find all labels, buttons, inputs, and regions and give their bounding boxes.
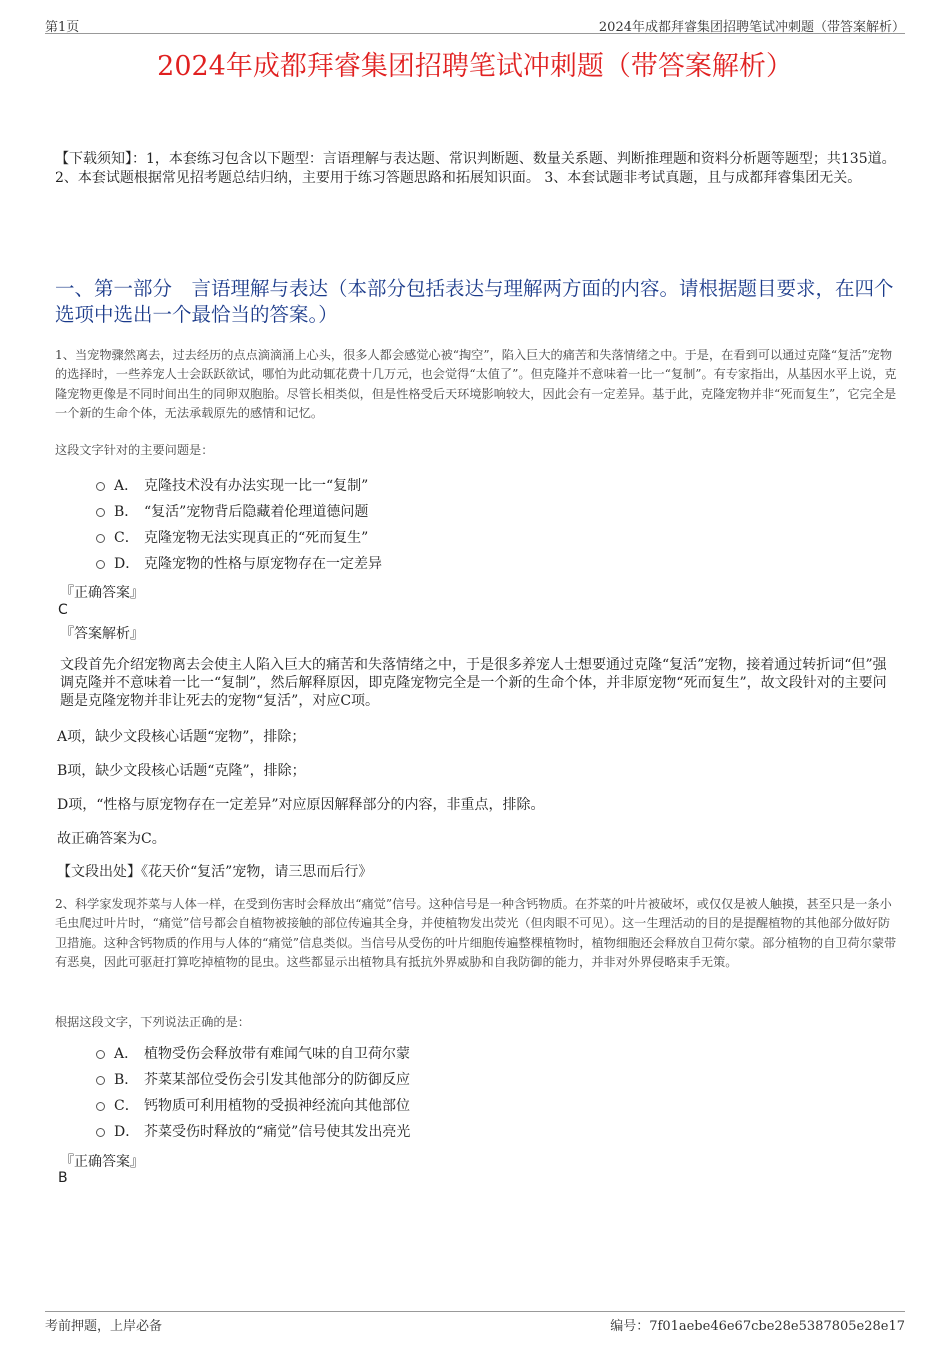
option-text: 克隆宠物无法实现真正的“死而复生” (144, 530, 369, 546)
radio-icon[interactable] (96, 1102, 105, 1111)
option-text: “复活”宠物背后隐藏着伦理道德问题 (144, 504, 369, 520)
question-1-prompt: 这段文字针对的主要问题是： (55, 443, 214, 457)
option-letter: C． (114, 530, 139, 546)
option-letter: D． (114, 556, 140, 572)
download-notice: 【下载须知】：1，本套练习包含以下题型：言语理解与表达题、常识判断题、数量关系题、判断推理题和资料分析题等题型；共135道。 2、本套试题根据常见招考题总结归纳，主要用于练习答题思路和拓展知识面。 3、本套试题非考试真题，且与成都拜睿集团无关。 (55, 151, 896, 186)
question-1-option-c[interactable] (96, 526, 368, 548)
option-text: 植物受伤会释放带有难闻气味的自卫荷尔蒙 (144, 1046, 410, 1062)
option-letter: A． (114, 1046, 139, 1062)
question-1-analysis-label: 『答案解析』 (60, 626, 144, 642)
option-text: 克隆技术没有办法实现一比一“复制” (144, 478, 369, 494)
question-1-note-b: B项，缺少文段核心话题“克隆”，排除； (57, 763, 306, 779)
footer-slogan: 考前押题，上岸必备 (45, 1319, 163, 1334)
radio-icon[interactable] (96, 1076, 105, 1085)
option-text: 克隆宠物的性格与原宠物存在一定差异 (144, 556, 382, 572)
question-2-text: 2、科学家发现芥菜与人体一样，在受到伤害时会释放出“痛觉”信号。这种信号是一种含钙物质。在芥菜的叶片被破坏，或仅仅是被人触摸，甚至只是一条小毛虫爬过叶片时，“痛觉”信号都会自植物被接触的部位传遍其全身，并使植物发出荧光（但肉眼不可见）。这一生理活动的目的是提醒植物的其他部分做好防卫措施。这种含钙物质的作用与人体的“痛觉”信息类似。当信号从受伤的叶片细胞传遍整棵植物时，植物细胞还会释放自卫荷尔蒙。部分植物的自卫荷尔蒙带有恶臭，因此可驱赶打算吃掉植物的昆虫。这些都显示出植物具有抵抗外界威胁和自我防御的能力，并非对外界侵略束手无策。 (55, 897, 897, 969)
option-letter: C． (114, 1098, 139, 1114)
question-1-conclusion: 故正确答案为C。 (57, 831, 166, 847)
footer-doc-id: 编号：7f01aebe46e67cbe28e5387805e28e17 (610, 1319, 905, 1334)
question-1-analysis: 文段首先介绍宠物离去会使主人陷入巨大的痛苦和失落情绪之中，于是很多养宠人士想要通过克隆“复活”宠物，接着通过转折词“但”强调克隆并不意味着一比一“复制”，然后解释原因，即克隆宠物完全是一个新的生命个体，并非原宠物“死而复生”，故文段针对的主要问题是克隆宠物并非让死去的宠物“复活”，对应C项。 (60, 657, 887, 709)
question-2-option-c[interactable] (96, 1094, 410, 1116)
question-1-option-a[interactable] (96, 474, 368, 496)
radio-icon[interactable] (96, 1128, 105, 1137)
option-text: 芥菜某部位受伤会引发其他部分的防御反应 (144, 1072, 410, 1088)
header-doc-title: 2024年成都拜睿集团招聘笔试冲刺题（带答案解析） (598, 20, 905, 35)
question-1-answer: C (58, 602, 68, 618)
question-2-answer-label: 『正确答案』 (60, 1154, 144, 1170)
question-1-note-a: A项，缺少文段核心话题“宠物”，排除； (57, 729, 306, 745)
question-2-option-d[interactable] (96, 1120, 410, 1142)
page-title: 2024年成都拜睿集团招聘笔试冲刺题（带答案解析） (157, 51, 793, 82)
radio-icon[interactable] (96, 1050, 105, 1059)
question-2-option-a[interactable] (96, 1042, 410, 1064)
option-text: 芥菜受伤时释放的“痛觉”信号使其发出亮光 (144, 1124, 411, 1140)
question-1-source: 【文段出处】《花天价“复活”宠物，请三思而后行》 (57, 864, 373, 880)
option-letter: A． (114, 478, 139, 494)
question-1-option-b[interactable] (96, 500, 368, 522)
option-letter: D． (114, 1124, 140, 1140)
question-2-answer: B (58, 1170, 68, 1186)
question-1-option-d[interactable] (96, 552, 382, 574)
option-letter: B． (114, 504, 139, 520)
question-1-note-d: D项，“性格与原宠物存在一定差异”对应原因解释部分的内容，非重点，排除。 (57, 797, 545, 813)
page-header (45, 14, 905, 34)
section-heading: 一、第一部分 言语理解与表达（本部分包括表达与理解两方面的内容。请根据题目要求，在四个选项中选出一个最恰当的答案。） (55, 277, 894, 326)
radio-icon[interactable] (96, 560, 105, 569)
page-number: 第1页 (45, 20, 80, 35)
option-text: 钙物质可利用植物的受损神经流向其他部位 (144, 1098, 410, 1114)
question-1-answer-label: 『正确答案』 (60, 585, 144, 601)
radio-icon[interactable] (96, 508, 105, 517)
radio-icon[interactable] (96, 482, 105, 491)
question-1-text: 1、当宠物骤然离去，过去经历的点点滴滴涌上心头，很多人都会感觉心被“掏空”，陷入巨大的痛苦和失落情绪之中。于是，在看到可以通过克隆“复活”宠物的选择时，一些养宠人士会跃跃欲试，哪怕为此动辄花费十几万元，也会觉得“太值了”。但克隆并不意味着一比一“复制”。有专家指出，从基因水平上说，克隆宠物更像是不同时间出生的同卵双胞胎。尽管长相类似，但是性格受后天环境影响较大，因此会有一定差异。基于此，克隆宠物并非“死而复生”，它完全是一个新的生命个体，无法承载原先的感情和记忆。 (55, 348, 897, 420)
question-2-prompt: 根据这段文字，下列说法正确的是： (55, 1015, 250, 1029)
option-letter: B． (114, 1072, 139, 1088)
page-footer (45, 1311, 905, 1334)
radio-icon[interactable] (96, 534, 105, 543)
question-2-option-b[interactable] (96, 1068, 410, 1090)
